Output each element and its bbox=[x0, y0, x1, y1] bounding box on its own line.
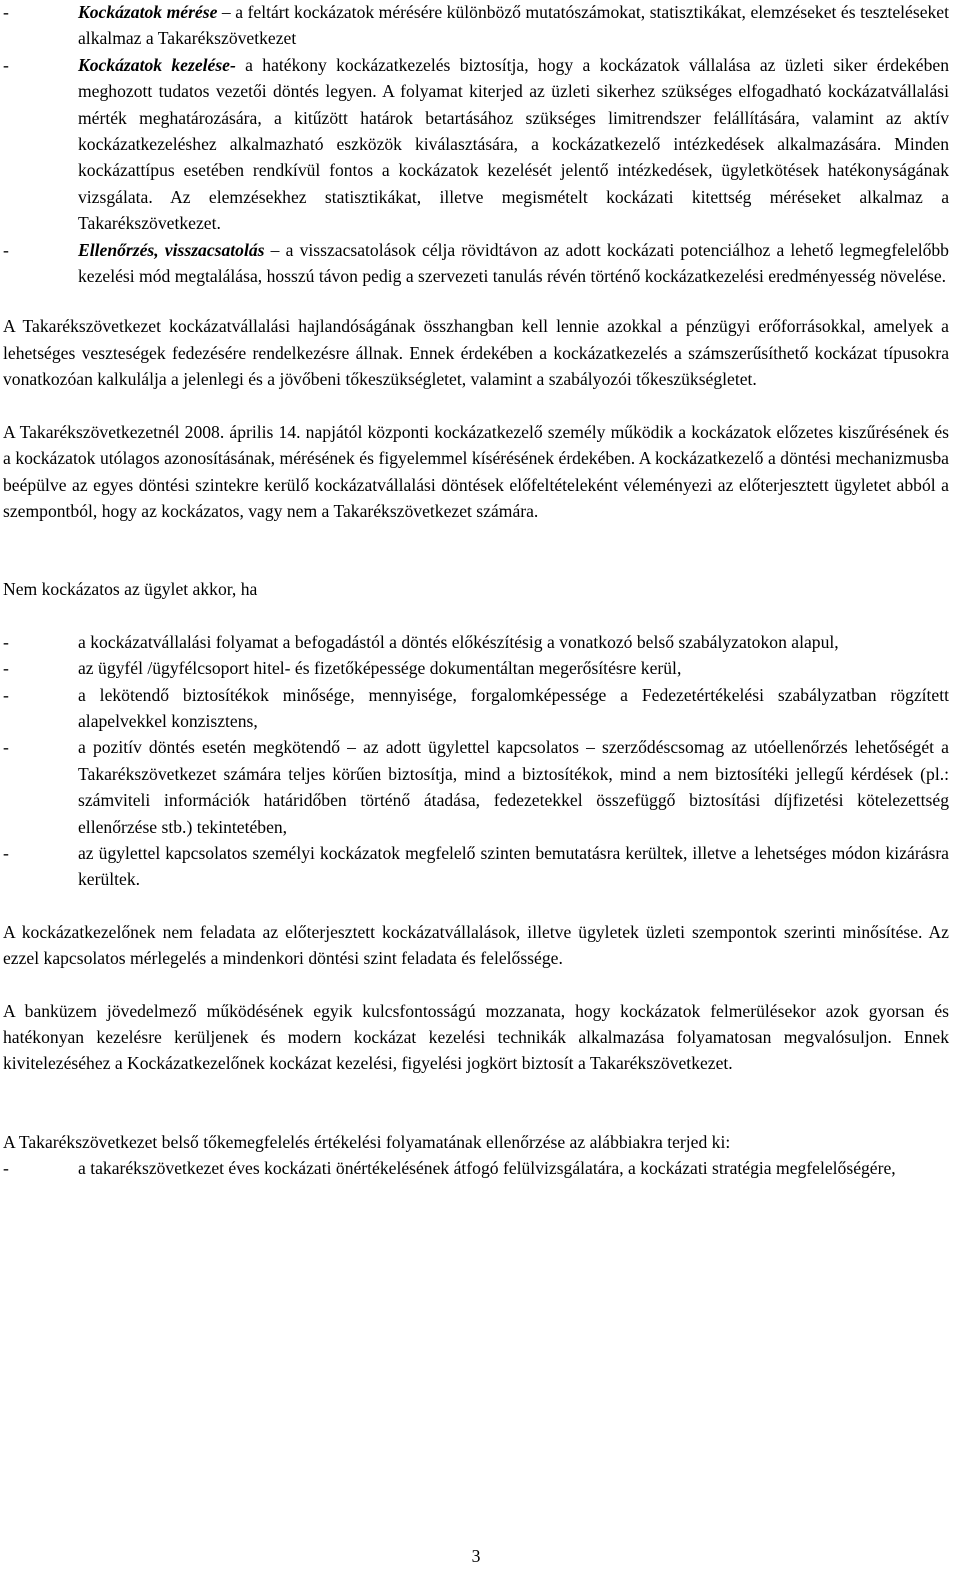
paragraph-not-risky-intro: Nem kockázatos az ügylet akkor, ha bbox=[3, 579, 258, 600]
list-text: – a visszacsatolások célja rövidtávon az adott kockázati potenciálhoz a lehető legmegfelelőbb kezelési mód megtalálása, hosszú távon pedig a szervezeti tanulás révén történő kockázatkezelési eredményesség növelése. bbox=[78, 239, 949, 287]
list-item bbox=[3, 682, 949, 735]
conditions-list bbox=[3, 629, 949, 893]
paragraph-bank-operation: A banküzem jövedelmező működésének egyik kulcsfontosságú mozzanata, hogy kockázatok felmerülésekor azok gyorsan és hatékonyan kezelésre kerüljenek és modern kockázat kezelési technikák alkalmazása folyamatosan megvalósuljon. Ennek kivitelezéséhez a Kockázatkezelőnek kockázat kezelési, figyelési jogkört biztosít a Takarékszövetkezet. bbox=[3, 1000, 949, 1074]
list-text: – a feltárt kockázatok mérésére különböző mutatószámokat, statisztikákat, elemzéseket és teszteléseket alkalmaz a Takarékszövetkezet bbox=[78, 2, 950, 49]
list-term: Ellenőrzés, visszacsatolás bbox=[78, 239, 265, 260]
top-bullet-list bbox=[3, 0, 949, 289]
list-dash: - bbox=[3, 1158, 9, 1179]
list-item bbox=[3, 655, 949, 681]
document-page bbox=[3, 0, 950, 1566]
list-term: Kockázatok mérése bbox=[78, 2, 218, 22]
list-dash: - bbox=[3, 239, 9, 260]
paragraph-risk-appetite: A Takarékszövetkezet kockázatvállalási hajlandóságának összhangban kell lennie azokkal a pénzügyi erőforrásokkal, amelyek a lehetséges veszteségek fedezésére rendelkezésre állnak. Ennek érdekében a kockázatkezelés a számszerűsíthető kockázat típusokra vonatkozóan kalkulálja a jelenlegi és a jövőbeni tőkeszükségletet, valamint a szabályozói tőkeszükségletet. bbox=[3, 316, 949, 390]
list-item bbox=[3, 1155, 949, 1181]
list-text: az ügylettel kapcsolatos személyi kockázatok megfelelő szinten bemutatásra kerültek, illetve a lehetséges módon kizárásra kerültek. bbox=[78, 842, 949, 890]
paragraph-capital-adequacy: A Takarékszövetkezet belső tőkemegfelelés értékelési folyamatának ellenőrzése az alábbiakra terjed ki: bbox=[3, 1131, 731, 1152]
list-item bbox=[3, 0, 949, 52]
page-number: 3 bbox=[471, 1546, 481, 1566]
list-text: a lekötendő biztosítékok minősége, mennyisége, forgalomképessége a Fedezetértékelési szabályzatban rögzített alapelvekkel konzisztens, bbox=[78, 684, 949, 731]
list-dash: - bbox=[3, 2, 9, 22]
capital-adequacy-list bbox=[3, 1155, 949, 1181]
list-dash: - bbox=[3, 842, 9, 863]
list-text: a hatékony kockázatkezelés biztosítja, hogy a kockázatok vállalása az üzleti siker érdekében meghozott tudatos vezetői döntés legyen. A folyamat kiterjed az üzleti sikerhez szükséges elfogadható kockázatvállalási mérték meghatározására, a kitűzött határok betartásához szükséges limitrendszer felállítására, valamint az aktív kockázatkezeléshez alkalmazható eszközök kiválasztására, a kockázatkezelő intézkedések alkalmazására. Minden kockázattípus esetében rendkívül fontos a kockázatok kezelését jelentő intézkedések, ügyletkötések hatékonyságának vizsgálata. Az elemzésekhez statisztikákat, illetve megismételt kockázati kitettség méréseket alkalmaz a Takarékszövetkezet. bbox=[78, 54, 949, 234]
list-dash: - bbox=[3, 631, 9, 652]
list-text: a takarékszövetkezet éves kockázati önértékelésének átfogó felülvizsgálatára, a kockázati stratégia megfelelőségére, bbox=[78, 1158, 896, 1179]
list-text: a pozitív döntés esetén megkötendő – az adott ügylettel kapcsolatos – szerződéscsomag az utóellenőrzés lehetőségét a Takarékszövetkezet számára teljes körűen biztosítja, mind a biztosítékok, mind a nem biztosítéki jellegű kérdések (pl.: számviteli információk határidőben történő átadása, fedezetekkel összefüggő biztosítási díjfizetési kötelezettség ellenőrzése stb.) tekintetében, bbox=[78, 737, 949, 837]
list-text: az ügyfél /ügyfélcsoport hitel- és fizetőképessége dokumentáltan megerősítésre kerül, bbox=[78, 658, 682, 679]
list-term: Kockázatok kezelése- bbox=[78, 54, 236, 75]
list-text: a kockázatvállalási folyamat a befogadástól a döntés előkészítésig a vonatkozó belső szabályzatokon alapul, bbox=[78, 631, 839, 652]
list-dash: - bbox=[3, 54, 9, 75]
list-dash: - bbox=[3, 658, 9, 679]
list-item bbox=[3, 52, 949, 237]
list-item bbox=[3, 734, 949, 840]
paragraph-risk-manager: A Takarékszövetkezetnél 2008. április 14. napjától központi kockázatkezelő személy működik a kockázatok előzetes kiszűrésének és a kockázatok utólagos azonosításának, mérésének és figyelemmel kísérésének érdekében. A kockázatkezelő a döntési mechanizmusba beépülve az egyes döntési szintekre kerülő kockázatvállalási döntések előfeltételeként véleményezi az előterjesztett ügyletet abból a szempontból, hogy az kockázatos, vagy nem a Takarékszövetkezet számára. bbox=[3, 421, 949, 521]
list-dash: - bbox=[3, 737, 9, 758]
list-item bbox=[3, 840, 949, 893]
paragraph-manager-duties: A kockázatkezelőnek nem feladata az előterjesztett kockázatvállalások, illetve ügyletek üzleti szempontok szerinti minősítése. Az ezzel kapcsolatos mérlegelés a mindenkori döntési szint feladata és felelőssége. bbox=[3, 921, 949, 969]
list-item bbox=[3, 629, 949, 655]
list-item bbox=[3, 237, 949, 290]
list-dash: - bbox=[3, 684, 9, 705]
